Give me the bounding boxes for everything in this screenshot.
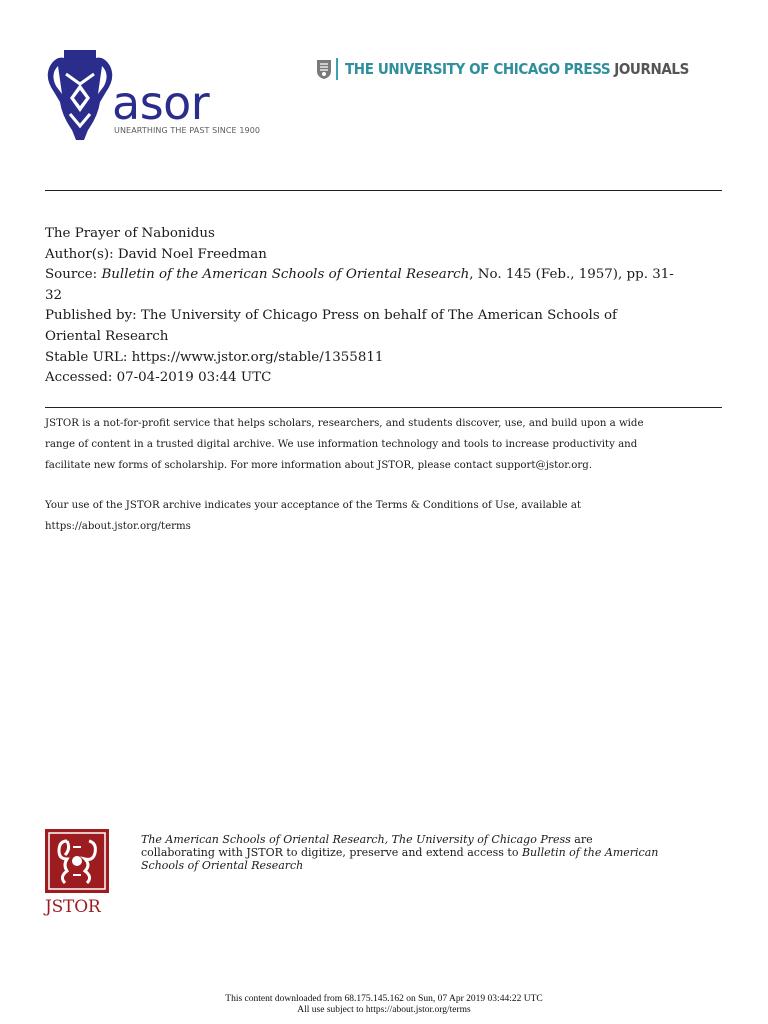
asor-vessel-icon	[44, 44, 116, 144]
terms-line: Your use of the JSTOR archive indicates your acceptance of the Terms & Conditions of Use, available at	[45, 500, 581, 511]
terms-link[interactable]: https://about.jstor.org/terms	[45, 520, 191, 532]
published-by-cont: Oriental Research	[45, 328, 169, 344]
asor-tagline: UNEARTHING THE PAST SINCE 1900	[114, 126, 261, 135]
notice-line: range of content in a trusted digital archive. We use information technology and tools to increase productivity and	[45, 438, 638, 450]
middle-divider	[45, 407, 722, 408]
footer-terms-line: All use subject to https://about.jstor.org/terms	[297, 1005, 471, 1015]
ucp-journals-label: JOURNALS	[614, 60, 689, 78]
asor-logo	[44, 44, 260, 146]
collab-publishers: The American Schools of Oriental Research, The University of Chicago Press	[141, 833, 571, 846]
notice-line: facilitate new forms of scholarship. For more information about JSTOR, please contact support@jstor.org.	[45, 459, 593, 471]
terms-notice	[45, 496, 725, 538]
accessed-date: Accessed: 07-04-2019 03:44 UTC	[45, 370, 272, 386]
citation-block	[45, 224, 725, 389]
ucp-seal-icon	[316, 58, 332, 80]
notice-line: JSTOR is a not-for-profit service that helps scholars, researchers, and students discover, use, and build upon a wide	[45, 418, 644, 429]
jstor-logo	[45, 829, 109, 921]
ucp-name: THE UNIVERSITY OF CHICAGO PRESS	[345, 60, 611, 78]
collab-journal-part1: Bulletin of the American	[521, 846, 659, 859]
source-journal[interactable]: Bulletin of the American Schools of Oriental Research	[101, 267, 470, 283]
asor-wordmark: asor	[112, 76, 210, 130]
article-title: The Prayer of Nabonidus	[45, 226, 215, 241]
article-authors: Author(s): David Noel Freedman	[45, 246, 267, 262]
collab-journal-part2: Schools of Oriental Research	[141, 859, 304, 872]
top-divider	[45, 190, 722, 191]
source-label: Source:	[45, 267, 102, 283]
collab-are: are	[570, 833, 593, 846]
ucp-divider	[336, 58, 338, 80]
article-source	[45, 265, 725, 286]
collaboration-statement	[141, 833, 701, 872]
source-details: , No. 145 (Feb., 1957), pp. 31-	[469, 267, 674, 283]
published-by: Published by: The University of Chicago Press on behalf of The American Schools of	[45, 308, 617, 324]
jstor-wordmark: JSTOR	[45, 897, 101, 917]
stable-url-link[interactable]: Stable URL: https://www.jstor.org/stable/1355811	[45, 349, 384, 365]
jstor-notice	[45, 414, 725, 476]
download-footer	[0, 994, 768, 1016]
collab-middle: collaborating with JSTOR to digitize, preserve and extend access to	[141, 846, 522, 859]
source-pages-end: 32	[45, 287, 63, 303]
jstor-emblem-icon	[45, 829, 109, 893]
footer-download-line: This content downloaded from 68.175.145.162 on Sun, 07 Apr 2019 03:44:22 UTC	[225, 994, 543, 1004]
ucp-journals-logo	[316, 58, 689, 80]
